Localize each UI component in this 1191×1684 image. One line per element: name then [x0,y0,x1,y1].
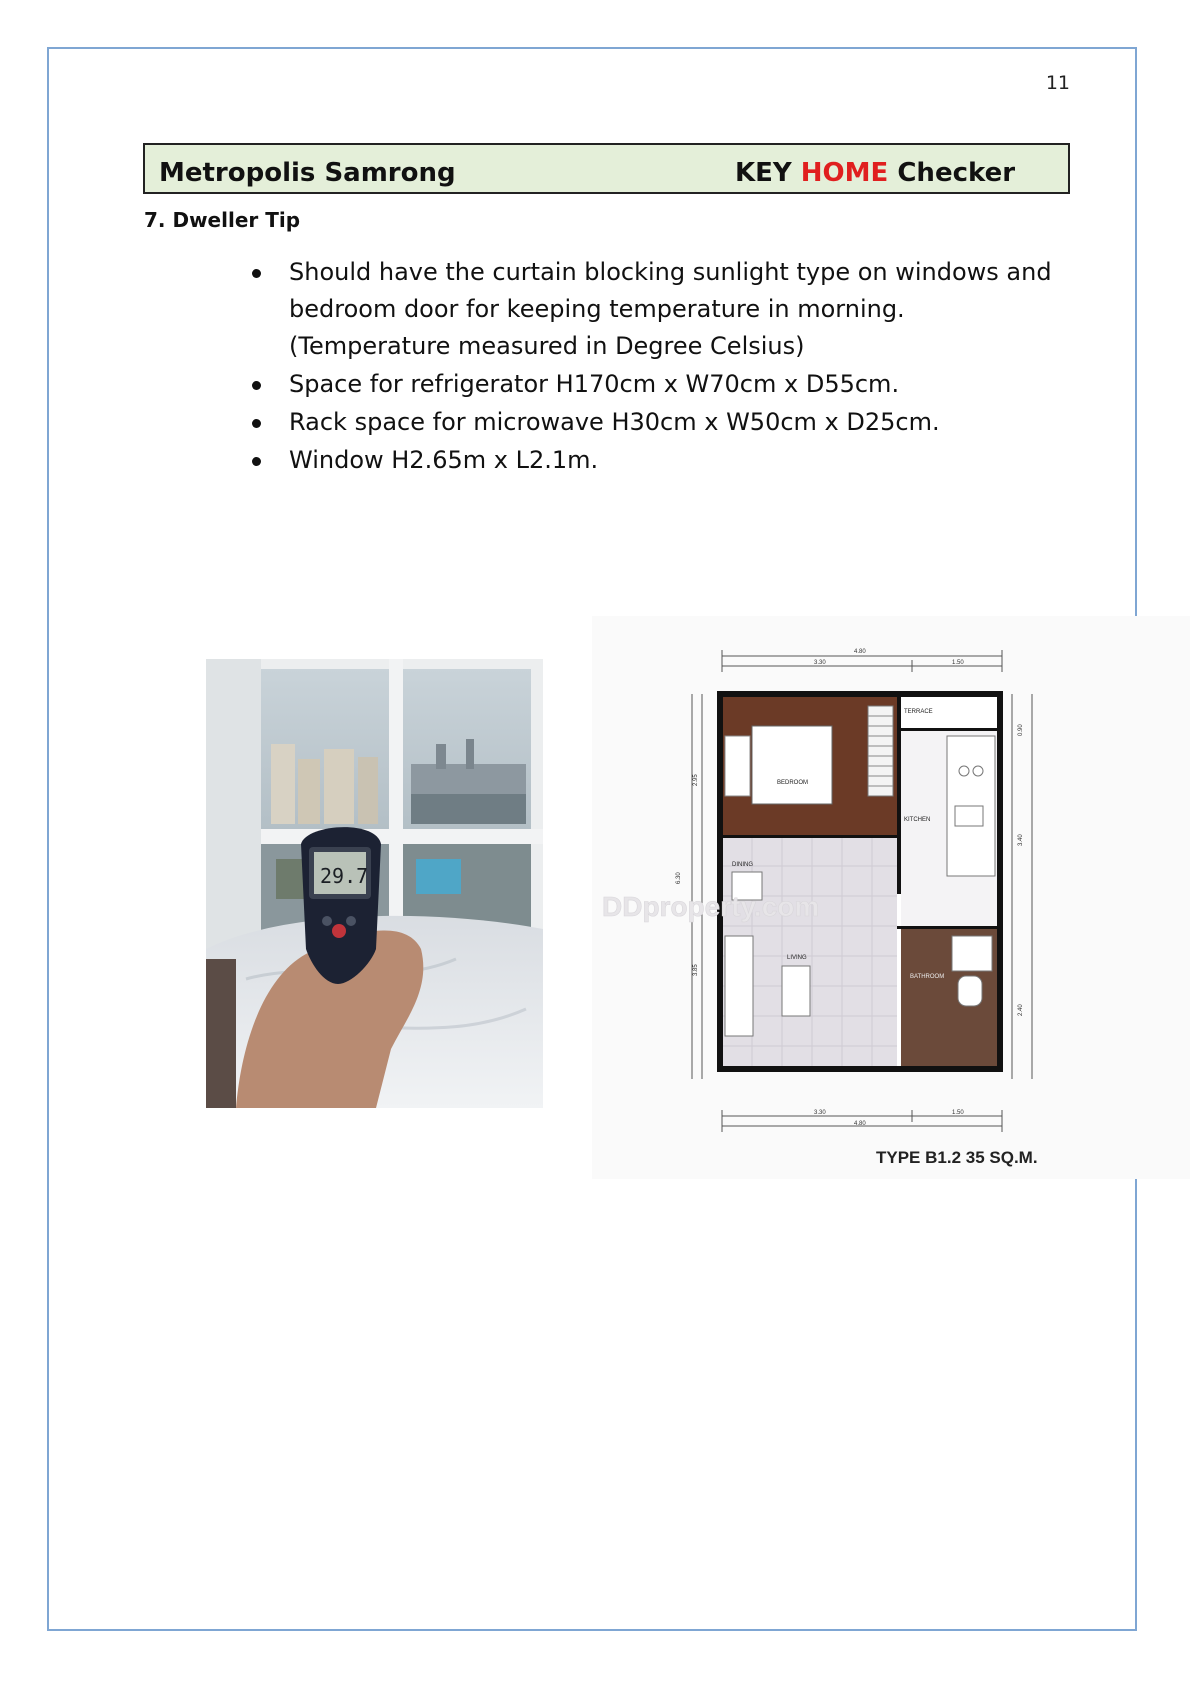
dim-bottom-right: 1.50 [952,1110,964,1116]
watermark: DDproperty.com [602,891,820,922]
tip-line: bedroom door for keeping temperature in morning. [289,295,905,323]
room-kitchen-label: KITCHEN [904,817,931,823]
dim-top-left: 3.30 [814,660,826,666]
brand-title [735,158,1015,188]
header-banner [143,143,1070,194]
floor-plan [592,616,1190,1179]
section-title: 7. Dweller Tip [144,208,301,232]
tips-list [252,254,1072,480]
room-bathroom-label: BATHROOM [910,974,945,980]
brand-accent: HOME [800,158,889,188]
dim-top-total: 4.80 [854,649,866,655]
tip-line: Should have the curtain blocking sunlight type on windows and [289,258,1052,286]
dim-right-lower: 2.40 [1018,1004,1024,1016]
dim-bottom-left: 3.30 [814,1110,826,1116]
tip-line: Window H2.65m x L2.1m. [289,446,599,474]
dim-left-upper: 2.95 [693,774,699,786]
bullet-icon [252,419,261,428]
thermometer-reading: 29.7 [320,864,369,888]
bullet-icon [252,457,261,466]
room-terrace-label: TERRACE [904,709,933,715]
page-number: 11 [1045,72,1070,94]
list-item [252,254,1072,365]
list-item [252,366,1072,403]
dim-bottom-total: 4.80 [854,1121,866,1127]
room-bedroom-label: BEDROOM [777,780,809,786]
floor-plan-caption: TYPE B1.2 35 SQ.M. [876,1148,1038,1167]
room-dining-label: DINING [732,862,753,868]
project-name: Metropolis Samrong [159,158,456,188]
bullet-icon [252,269,261,278]
brand-suffix: Checker [888,158,1016,188]
list-item [252,442,1072,479]
tip-line: Space for refrigerator H170cm x W70cm x D55cm. [289,370,900,398]
dim-left-lower: 3.85 [693,964,699,976]
brand-prefix: KEY [735,158,801,188]
dim-left-total: 6.30 [676,872,682,884]
room-living-label: LIVING [787,955,807,961]
tip-line: (Temperature measured in Degree Celsius) [289,332,805,360]
tip-line: Rack space for microwave H30cm x W50cm x D25cm. [289,408,940,436]
dim-right-upper: 0.90 [1018,724,1024,736]
list-item [252,404,1072,441]
dim-right-mid: 3.40 [1018,834,1024,846]
dim-top-right: 1.50 [952,660,964,666]
thermometer-photo [206,659,543,1108]
bullet-icon [252,381,261,390]
